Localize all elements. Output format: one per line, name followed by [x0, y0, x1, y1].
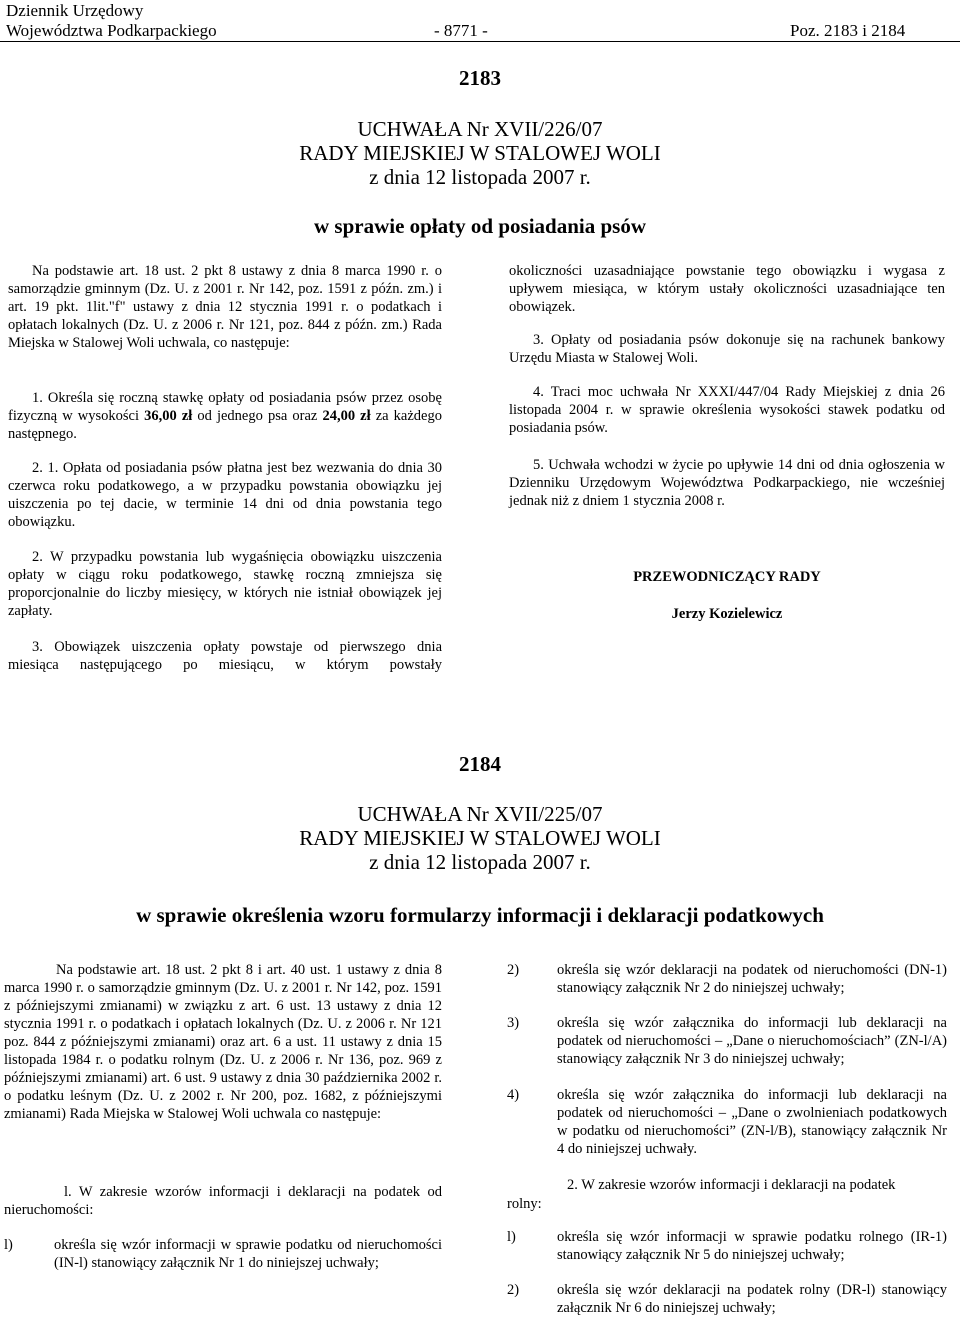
list-item-text: określa się wzór załącznika do informacji lub deklaracji na podatek od nieruchomości – „Dane o zwolnieniach podatkowych w podatku od nieruchomości” (ZN-l/B), stanowiący załącznik Nr 4 do niniejszej uchwały.: [557, 1087, 947, 1157]
list-item-number: l): [507, 1229, 516, 1245]
list-item: [507, 961, 947, 1001]
paragraph-2184-1: [4, 1183, 442, 1219]
paragraph-1-text-c: za każdego następnego.: [8, 408, 442, 442]
paragraph-3: [509, 331, 945, 367]
act-preamble-2: [4, 961, 442, 1123]
act-subject-2: w sprawie określenia wzoru formularzy informacji i deklaracji podatkowych: [136, 903, 824, 927]
act-date-2: z dnia 12 listopada 2007 r.: [369, 850, 591, 874]
paragraph-2-2: [8, 548, 442, 620]
paragraph-2-1-text: 2. 1. Opłata od posiadania psów płatna jest bez wezwania do dnia 30 czerwca roku podatkowego, a w przypadku powstania obowiązku jej uiszczenia po tej dacie, w terminie 14 dni od dnia powstania tego obowiązku.: [8, 460, 442, 530]
preamble-2-text: Na podstawie art. 18 ust. 2 pkt 8 i art. 40 ust. 1 ustawy z dnia 8 marca 1990 r. o samorządzie gminnym (Dz. U. z 2001 r. Nr 142, poz. 1591 z późniejszymi zmianami) w związku z art. 6 ust. 13 ustawy z dnia 12 stycznia 1991 r. o podatkach i opłatach lokalnych (Dz. U. z 2006 r. Nr 121 poz. 844 z późniejszymi zmianami) oraz art. 6 a ust. 11 ustawy z dnia 15 listopada 1984 r. o podatku rolnym (Dz. U. z 2006 r. Nr 136, poz. 969 z późniejszymi zmianami) art. 6 ust. 9 ustawy z dnia 30 października 2002 r. o podatku leśnym (Dz. U. z 2002 r. Nr 200, poz. 1682, z późniejszymi zmianami) Rada Miejska w Stalowej Woli uchwala co następuje:: [4, 962, 442, 1122]
list-item: [507, 1228, 947, 1268]
list-item-text: określa się wzór informacji w sprawie podatku rolnego (IR-1) stanowiący załącznik Nr 5 do niniejszej uchwały;: [557, 1229, 947, 1263]
list-item-number: 4): [507, 1087, 520, 1103]
list-item-number: 2): [507, 962, 520, 978]
paragraph-4: [509, 383, 945, 437]
list-item-number: l): [4, 1237, 13, 1253]
paragraph-2-3-continued: [509, 262, 945, 316]
list-item-number: 3): [507, 1015, 520, 1031]
list-item-number: 2): [507, 1282, 520, 1298]
paragraph-5: [509, 456, 945, 510]
list-item: [4, 1236, 442, 1292]
signature-role: PRZEWODNICZĄCY RADY: [633, 569, 821, 585]
paragraph-2-2-text: 2. W przypadku powstania lub wygaśnięcia obowiązku uiszczenia opłaty w ciągu roku podatkowego, stawkę roczną zmniejsza się proporcjonalnie do liczby miesięcy, w których nie istniał obowiązek jej zapłaty.: [8, 549, 442, 619]
act-date: z dnia 12 listopada 2007 r.: [369, 165, 591, 189]
list-item-text: określa się wzór deklaracji na podatek od nieruchomości (DN-1) stanowiący załącznik Nr 2 do niniejszej uchwały;: [557, 962, 947, 996]
list-item: [507, 1281, 947, 1317]
page-number: - 8771 -: [434, 21, 488, 40]
act-number-2: 2184: [459, 752, 501, 776]
act-preamble: [8, 262, 442, 352]
paragraph-1-amount-2: 24,00 zł: [322, 408, 371, 424]
paragraph-5-text: 5. Uchwała wchodzi w życie po upływie 14 dni od dnia ogłoszenia w Dzienniku Urzędowym Województwa Podkarpackiego, nie wcześniej jednak niż z dniem 1 stycznia 2008 r.: [509, 457, 945, 509]
position-number: Poz. 2183 i 2184: [790, 21, 906, 40]
list-item: [507, 1014, 947, 1070]
paragraph-2184-2-text: 2. W zakresie wzorów informacji i deklaracji na podatek: [567, 1177, 896, 1193]
header-rule: [0, 41, 960, 42]
signature-name: Jerzy Kozielewicz: [671, 606, 783, 622]
act-issuer: RADY MIEJSKIEJ W STALOWEJ WOLI: [299, 141, 661, 165]
paragraph-2184-1-text: l. W zakresie wzorów informacji i deklaracji na podatek od nieruchomości:: [4, 1184, 442, 1218]
paragraph-2-1: [8, 459, 442, 531]
paragraph-2-3-text: 3. Obowiązek uiszczenia opłaty powstaje od pierwszego dnia miesiąca następującego po miesiącu, w którym powstały: [8, 639, 442, 673]
act-title-2: UCHWAŁA Nr XVII/225/07: [357, 802, 603, 826]
paragraph-1-amount: 36,00 zł: [144, 408, 193, 424]
act-number: 2183: [459, 66, 501, 90]
act-issuer-2: RADY MIEJSKIEJ W STALOWEJ WOLI: [299, 826, 661, 850]
paragraph-1: [8, 389, 442, 443]
list-item-text: określa się wzór deklaracji na podatek rolny (DR-l) stanowiący załącznik Nr 6 do niniejszej uchwały;: [557, 1282, 947, 1316]
act-title: UCHWAŁA Nr XVII/226/07: [357, 117, 603, 141]
paragraph-2-3-cont-text: okoliczności uzasadniające powstanie tego obowiązku i wygasa z upływem miesiąca, w którym ustały okoliczności uzasadniające ten obowiązek.: [509, 263, 945, 315]
preamble-text: Na podstawie art. 18 ust. 2 pkt 8 ustawy z dnia 8 marca 1990 r. o samorządzie gminnym (Dz. U. z 2001 r. Nr 142, poz. 1591 z późn. zm.) i art. 19 pkt. 1lit."f" ustawy z dnia 12 stycznia 1991 r. o podatkach i opłatach lokalnych (Dz. U. z 2006 r. Nr 121, poz. 844 z późn. zm.) Rada Miejska w Stalowej Woli uchwala, co następuje:: [8, 263, 442, 351]
list-item: [507, 1086, 947, 1158]
paragraph-2184-2: [507, 1176, 947, 1194]
journal-title-line1: Dziennik Urzędowy: [6, 1, 144, 20]
paragraph-4-text: 4. Traci moc uchwała Nr XXXI/447/04 Rady Miejskiej z dnia 26 listopada 2004 r. w sprawie określenia wysokości stawek podatku od posiadania psów.: [509, 384, 945, 436]
paragraph-1-text-b: od jednego psa oraz: [192, 408, 323, 424]
act-subject: w sprawie opłaty od posiadania psów: [314, 214, 646, 238]
paragraph-2-3: [8, 638, 442, 674]
paragraph-2184-2-continued: rolny:: [507, 1196, 542, 1212]
list-item-text: określa się wzór informacji w sprawie podatku od nieruchomości (IN-l) stanowiący załącznik Nr 1 do niniejszej uchwały;: [54, 1237, 442, 1271]
list-item-text: określa się wzór załącznika do informacji lub deklaracji na podatek od nieruchomości – „Dane o nieruchomościach” (ZN-l/A) stanowiący załącznik Nr 3 do niniejszej uchwały;: [557, 1015, 947, 1067]
journal-title-line2: Województwa Podkarpackiego: [6, 21, 217, 40]
paragraph-1-text: 1. Określa się roczną stawkę opłaty od posiadania psów przez osobę fizyczną w wysokości: [8, 390, 442, 424]
paragraph-3-text: 3. Opłaty od posiadania psów dokonuje się na rachunek bankowy Urzędu Miasta w Stalowej Woli.: [509, 332, 945, 366]
